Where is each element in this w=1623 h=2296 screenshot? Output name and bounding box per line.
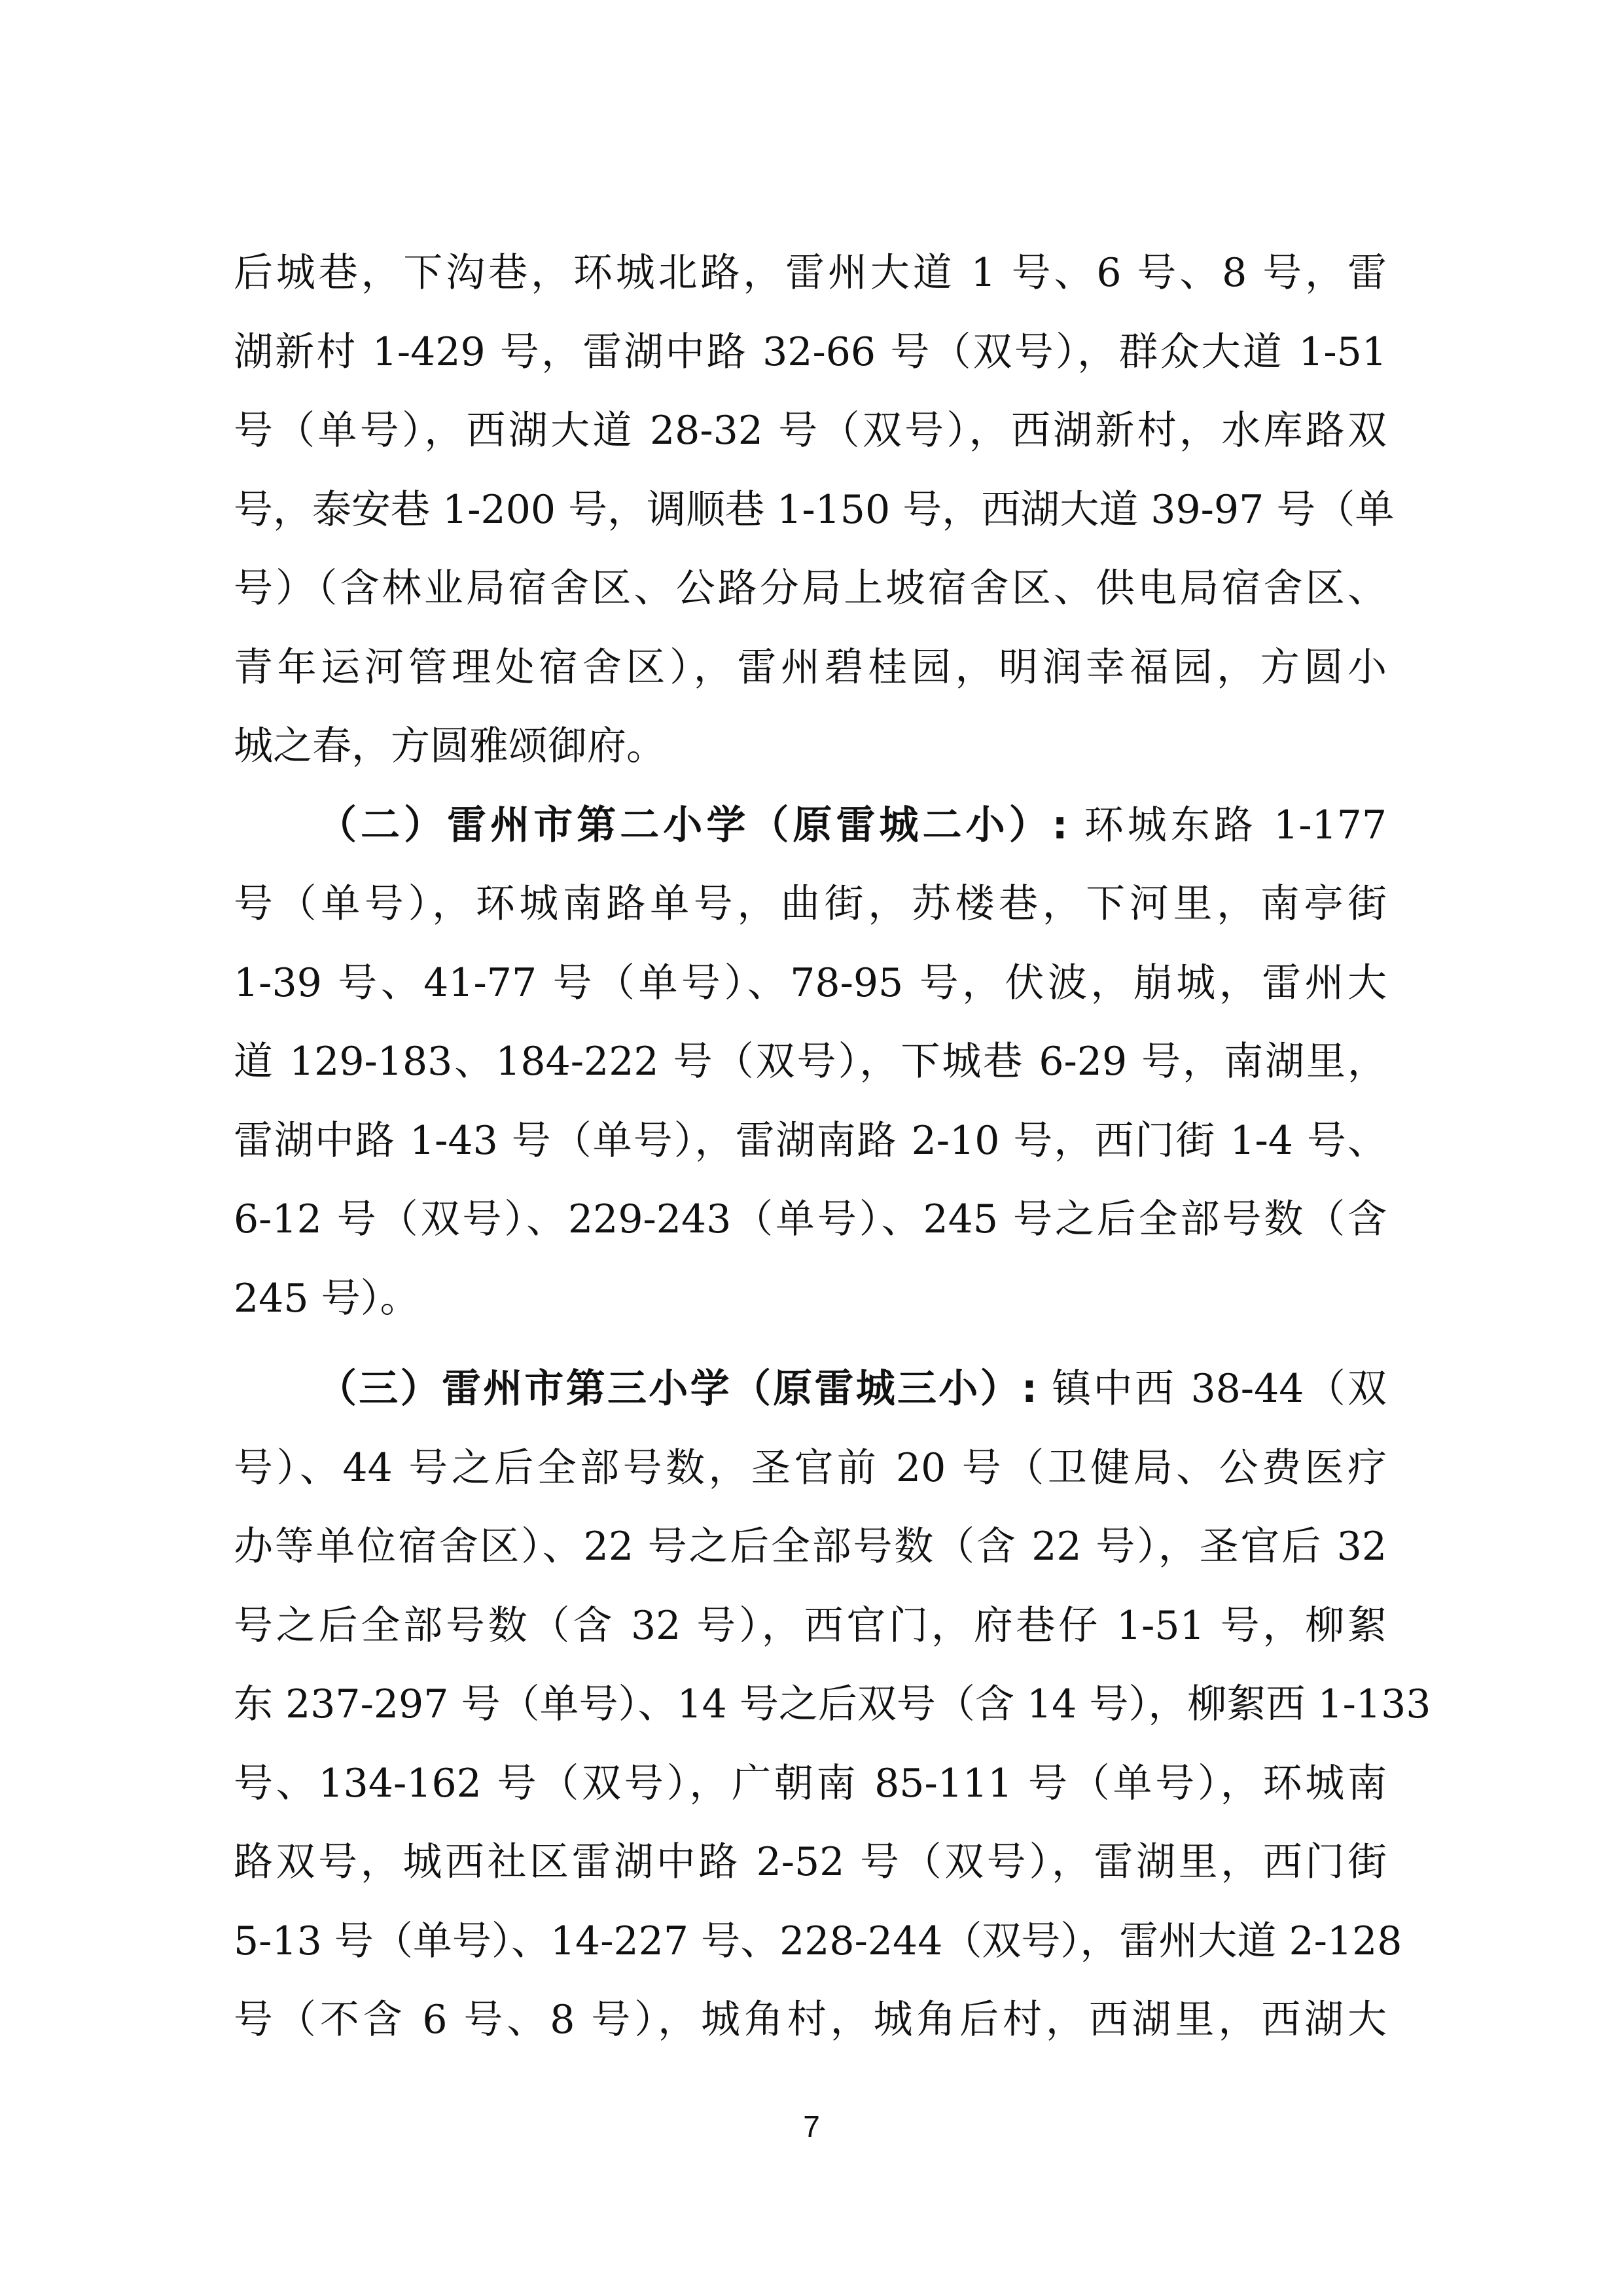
paragraph-first-line: [234, 796, 1387, 875]
text-line: 号、134-162 号（双号），广朝南 85-111 号（单号），环城南: [234, 1760, 1387, 1806]
text-line: 号（不含 6 号、8 号），城角村，城角后村，西湖里，西湖大: [234, 1997, 1387, 2043]
text-line: 路双号，城西社区雷湖中路 2-52 号（双号），雷湖里，西门街: [234, 1839, 1387, 1885]
text-span: 镇中西 38-44（双: [1052, 1366, 1387, 1412]
paragraph-spacing: [234, 1348, 1387, 1359]
text-line: 湖新村 1-429 号，雷湖中路 32-66 号（双号），群众大道 1-51: [234, 329, 1387, 375]
text-line: 245 号）。: [234, 1275, 419, 1321]
text-line: 办等单位宿舍区）、22 号之后全部号数（含 22 号），圣官后 32: [234, 1524, 1387, 1570]
paragraph-first-school-continued: [234, 243, 1395, 796]
text-line: 号，泰安巷 1-200 号，调顺巷 1-150 号，西湖大道 39-97 号（单: [234, 486, 1395, 533]
text-line: 号之后全部号数（含 32 号），西官门，府巷仔 1-51 号，柳絮: [234, 1602, 1387, 1649]
paragraph-first-line: [234, 1359, 1387, 1439]
document-body: [234, 243, 1431, 2070]
text-line: 5-13 号（单号）、14-227 号、228-244（双号），雷州大道 2-128: [234, 1918, 1402, 1964]
text-line: 1-39 号、41-77 号（单号）、78-95 号，伏波，崩城，雷州大: [234, 960, 1387, 1006]
text-line: 号）（含林业局宿舍区、公路分局上坡宿舍区、供电局宿舍区、: [234, 565, 1387, 611]
text-line: 号（单号），西湖大道 28-32 号（双号），西湖新村，水库路双: [234, 408, 1387, 454]
text-line: 青年运河管理处宿舍区），雷州碧桂园，明润幸福园，方圆小: [234, 644, 1387, 691]
text-line: 后城巷，下沟巷，环城北路，雷州大道 1 号、6 号、8 号，雷: [234, 250, 1387, 296]
text-line: 东 237-297 号（单号）、14 号之后双号（含 14 号），柳絮西 1-133: [234, 1681, 1431, 1727]
section-heading: （二）雷州市第二小学（原雷城二小）:: [317, 802, 1068, 848]
text-line: 号（单号），环城南路单号，曲街，苏楼巷，下河里，南亭街: [234, 881, 1387, 927]
paragraph-second-primary-school: [234, 796, 1387, 1348]
section-heading: （三）雷州市第三小学（原雷城三小）:: [317, 1366, 1037, 1412]
text-line: 号）、44 号之后全部号数，圣官前 20 号（卫健局、公费医疗: [234, 1444, 1387, 1491]
page-number: 7: [803, 2109, 820, 2144]
paragraph-third-primary-school: [234, 1359, 1431, 2070]
text-line: 城之春，方圆雅颂御府。: [234, 723, 666, 769]
text-line: 6-12 号（双号）、229-243（单号）、245 号之后全部号数（含: [234, 1196, 1387, 1242]
text-line: 雷湖中路 1-43 号（单号），雷湖南路 2-10 号，西门街 1-4 号、: [234, 1117, 1387, 1164]
text-line: 道 129-183、184-222 号（双号），下城巷 6-29 号，南湖里，: [234, 1039, 1387, 1085]
text-span: 环城东路 1-177: [1084, 802, 1387, 848]
